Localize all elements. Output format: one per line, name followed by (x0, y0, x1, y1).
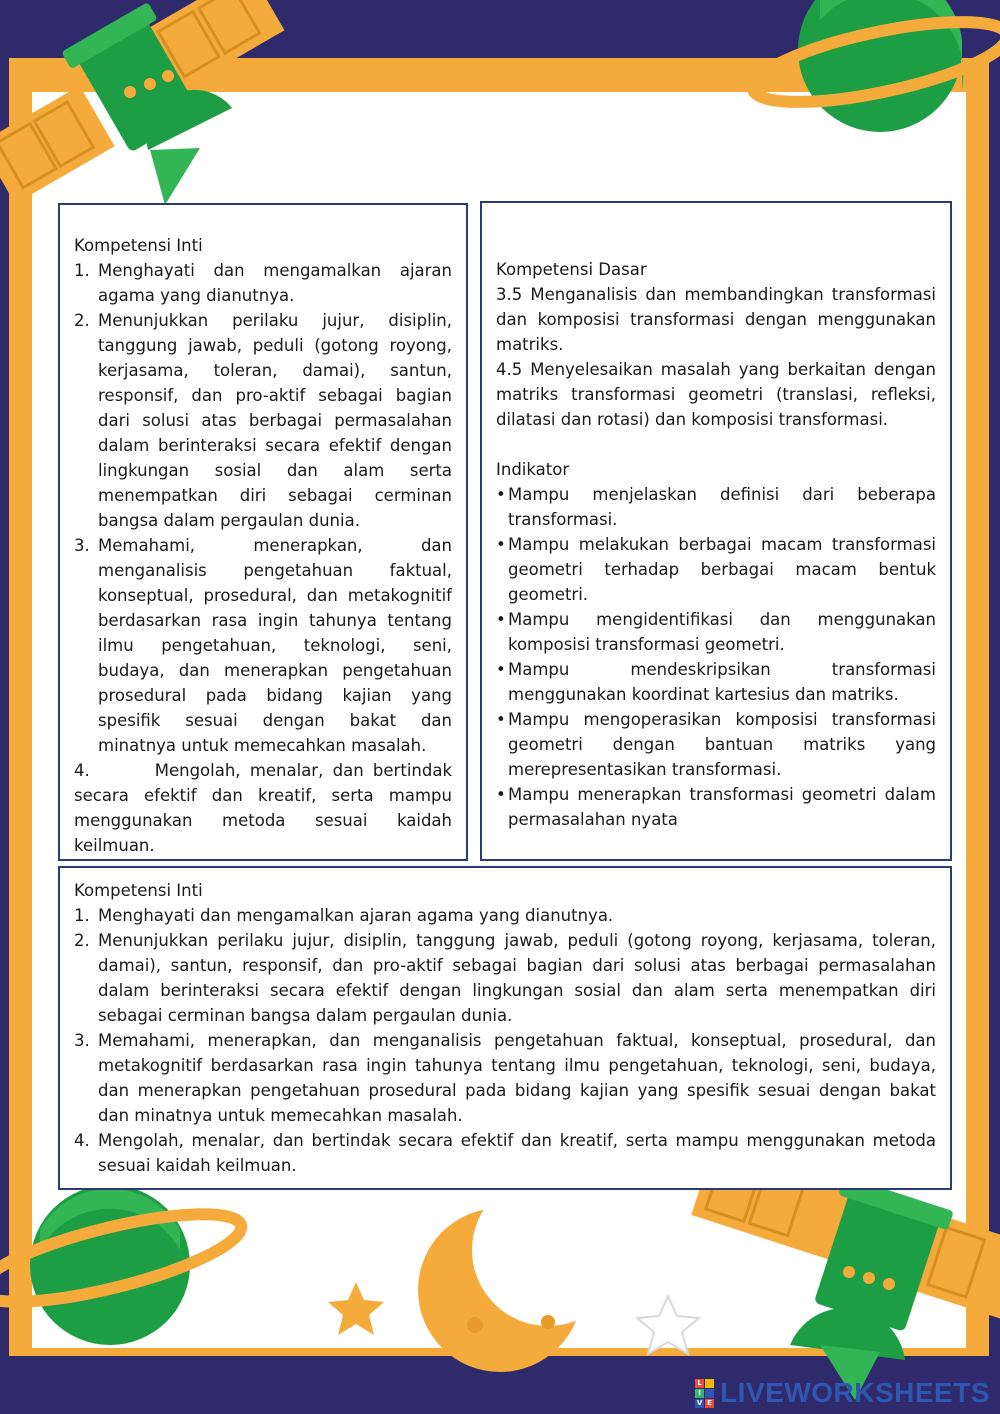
list-item: • Mampu melakukan berbagai macam transformasi geometri terhadap berbagai macam bentuk geometri. (496, 532, 936, 607)
list-item: • Mampu mengoperasikan komposisi transformasi geometri dengan bantuan matriks yang merepresentasikan transformasi. (496, 707, 936, 782)
bullet-icon: • (496, 710, 506, 729)
list-item: • Mampu mengidentifikasi dan menggunakan komposisi transformasi geometri. (496, 607, 936, 657)
kompetensi-inti-wide-list (74, 903, 936, 1178)
list-item: 4. Mengolah, menalar, dan bertindak secara efektif dan kreatif, serta mampu menggunakan metoda sesuai kaidah keilmuan. (74, 1131, 936, 1175)
bullet-icon: • (496, 660, 506, 679)
list-item: 2. Menunjukkan perilaku jujur, disiplin, tanggung jawab, peduli (gotong royong, kerjasama, toleran, damai), santun, responsif, dan pro-aktif sebagai bagian dari solusi atas berbagai permasalahan dalam berinteraksi secara efektif dengan lingkungan sosial dan alam serta menempatkan diri sebagai cerminan bangsa dalam pergaulan dunia. (74, 931, 936, 1025)
list-item: • Mampu mendeskripsikan transformasi menggunakan koordinat kartesius dan matriks. (496, 657, 936, 707)
liveworksheets-watermark (695, 1378, 990, 1408)
kompetensi-inti-title: Kompetensi Inti (74, 236, 203, 255)
kd-item-4-5: 4.5 Menyelesaikan masalah yang berkaitan dengan matriks transformasi geometri (translasi, refleksi, dilatasi dan rotasi) dan komposisi transformasi. (496, 360, 936, 429)
liveworksheets-text: LIVEWORKSHEETS (720, 1377, 990, 1408)
list-item: • Mampu menjelaskan definisi dari beberapa transformasi. (496, 482, 936, 532)
list-item: 3. Memahami, menerapkan, dan menganalisis pengetahuan faktual, konseptual, prosedural, dan metakognitif berdasarkan rasa ingin tahunya tentang ilmu pengetahuan, teknologi, seni, budaya, dan menerapkan pengetahuan prosedural pada bidang kajian yang spesifik sesuai dengan bakat dan minatnya untuk memecahkan masalah. (74, 536, 452, 755)
liveworksheets-logo-icon: L I V E (695, 1379, 714, 1408)
kd-item-3-5: 3.5 Menganalisis dan membandingkan transformasi dan komposisi transformasi dengan menggunakan matriks. (496, 285, 936, 354)
list-item: 2. Menunjukkan perilaku jujur, disiplin, tanggung jawab, peduli (gotong royong, kerjasama, toleran, damai), santun, responsif, dan pro-aktif sebagai bagian dari solusi atas berbagai permasalahan dalam berinteraksi secara efektif dengan lingkungan sosial dan alam serta menempatkan diri sebagai cerminan bangsa dalam pergaulan dunia. (74, 311, 452, 530)
list-item: 1. Menghayati dan mengamalkan ajaran agama yang dianutnya. (74, 906, 614, 925)
list-item: 1. Menghayati dan mengamalkan ajaran agama yang dianutnya. (74, 261, 452, 305)
bullet-icon: • (496, 610, 506, 629)
list-item: • Mampu menerapkan transformasi geometri dalam permasalahan nyata (496, 782, 936, 832)
bullet-icon: • (496, 785, 506, 804)
kompetensi-dasar-title: Kompetensi Dasar (496, 260, 647, 279)
kompetensi-inti-list (74, 258, 452, 758)
kompetensi-inti-box (58, 203, 468, 861)
indikator-list (496, 482, 936, 832)
kompetensi-inti-wide-title: Kompetensi Inti (74, 881, 203, 900)
kompetensi-inti-wide-box (58, 866, 952, 1190)
list-item: 3. Memahami, menerapkan, dan menganalisis pengetahuan faktual, konseptual, prosedural, dan metakognitif berdasarkan rasa ingin tahunya tentang ilmu pengetahuan, teknologi, seni, budaya, dan menerapkan pengetahuan prosedural pada bidang kajian yang spesifik sesuai dengan bakat dan minatnya untuk memecahkan masalah. (74, 1031, 936, 1125)
bullet-icon: • (496, 485, 506, 504)
kompetensi-inti-item-4: 4. Mengolah, menalar, dan bertindak secara efektif dan kreatif, serta mampu menggunakan metoda sesuai kaidah keilmuan. (74, 761, 452, 855)
kompetensi-dasar-box (480, 201, 952, 861)
bullet-icon: • (496, 535, 506, 554)
indikator-title: Indikator (496, 460, 570, 479)
